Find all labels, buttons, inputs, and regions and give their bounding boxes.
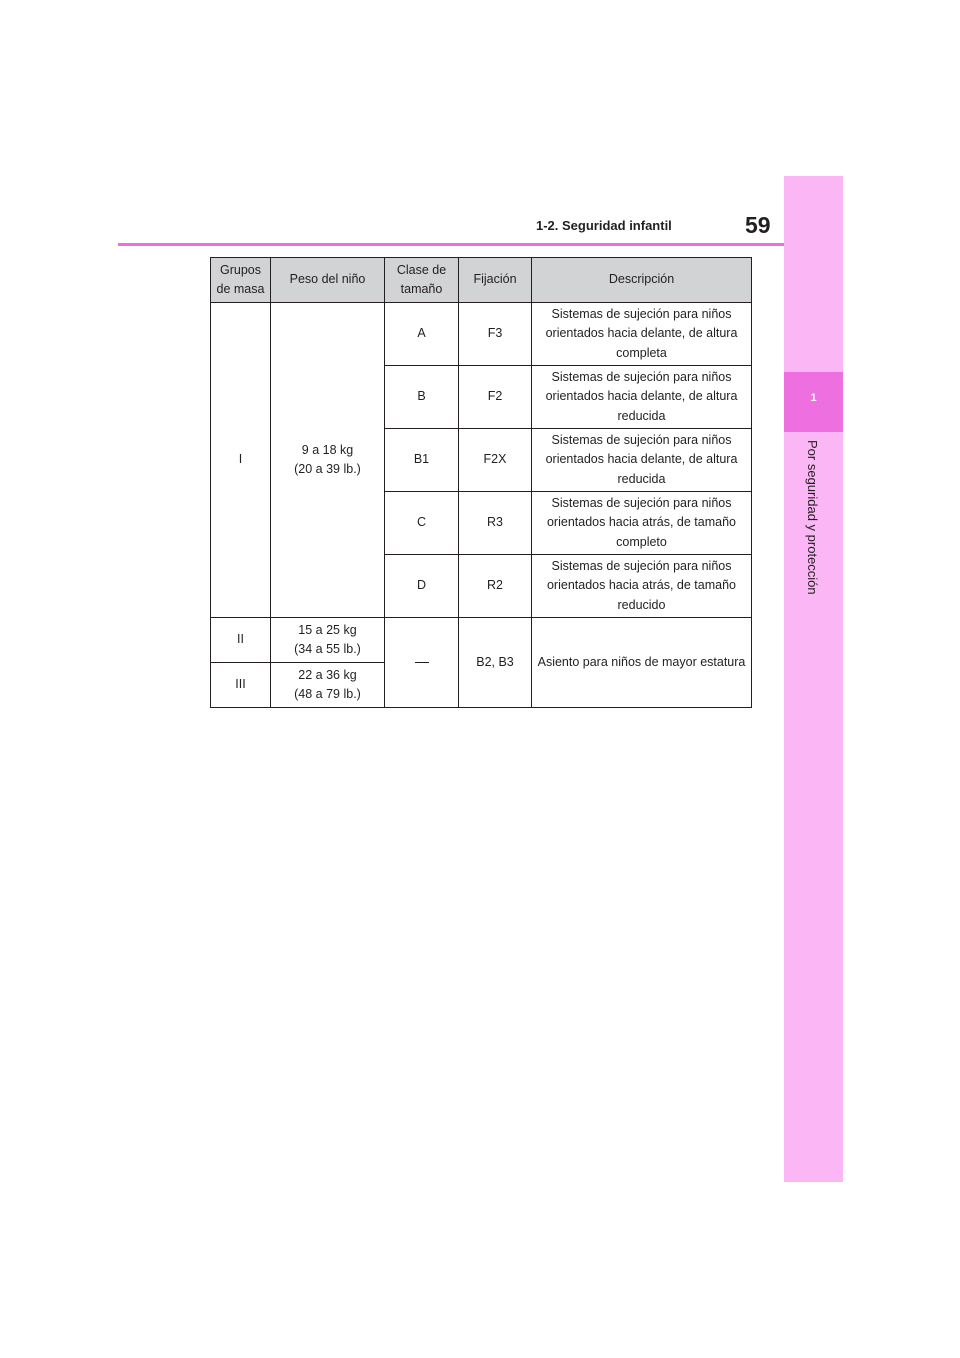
table-row <box>211 303 752 366</box>
description-cell: Sistemas de sujeción para niños orientados hacia delante, de altura reducida <box>532 429 752 492</box>
description-cell: Sistemas de sujeción para niños orientados hacia atrás, de tamaño reducido <box>532 555 752 618</box>
description-cell: Sistemas de sujeción para niños orientados hacia delante, de altura completa <box>532 303 752 366</box>
size-class-cell: A <box>385 303 459 366</box>
header-rule <box>118 243 784 246</box>
header-child-weight: Peso del niño <box>271 258 385 303</box>
weight-cell: 22 a 36 kg (48 a 79 lb.) <box>271 663 385 708</box>
header-size-class: Clase de tamaño <box>385 258 459 303</box>
size-class-cell <box>385 618 459 708</box>
fixture-cell: R3 <box>459 492 532 555</box>
size-class-cell: C <box>385 492 459 555</box>
size-class-cell: B <box>385 366 459 429</box>
description-cell: Asiento para niños de mayor estatura <box>532 618 752 708</box>
weight-cell: 15 a 25 kg (34 a 55 lb.) <box>271 618 385 663</box>
group-cell: II <box>211 618 271 663</box>
group-cell: III <box>211 663 271 708</box>
weight-cell: 9 a 18 kg (20 a 39 lb.) <box>271 303 385 618</box>
section-title: 1-2. Seguridad infantil <box>536 218 672 233</box>
fixture-cell: R2 <box>459 555 532 618</box>
header-fixture: Fijación <box>459 258 532 303</box>
table-row <box>211 618 752 663</box>
fixture-cell: F2X <box>459 429 532 492</box>
child-restraint-table <box>210 257 752 708</box>
header-mass-group: Grupos de masa <box>211 258 271 303</box>
fixture-cell: B2, B3 <box>459 618 532 708</box>
size-class-cell: D <box>385 555 459 618</box>
fixture-cell: F2 <box>459 366 532 429</box>
chapter-side-tab <box>784 176 843 1182</box>
dash-mark <box>415 662 429 663</box>
table-header-row <box>211 258 752 303</box>
description-cell: Sistemas de sujeción para niños orientados hacia delante, de altura reducida <box>532 366 752 429</box>
fixture-cell: F3 <box>459 303 532 366</box>
chapter-label: Por seguridad y protección <box>805 440 820 595</box>
group-cell: I <box>211 303 271 618</box>
description-cell: Sistemas de sujeción para niños orientados hacia atrás, de tamaño completo <box>532 492 752 555</box>
header-description: Descripción <box>532 258 752 303</box>
chapter-number: 1 <box>810 392 817 404</box>
page-number: 59 <box>745 212 771 238</box>
size-class-cell: B1 <box>385 429 459 492</box>
